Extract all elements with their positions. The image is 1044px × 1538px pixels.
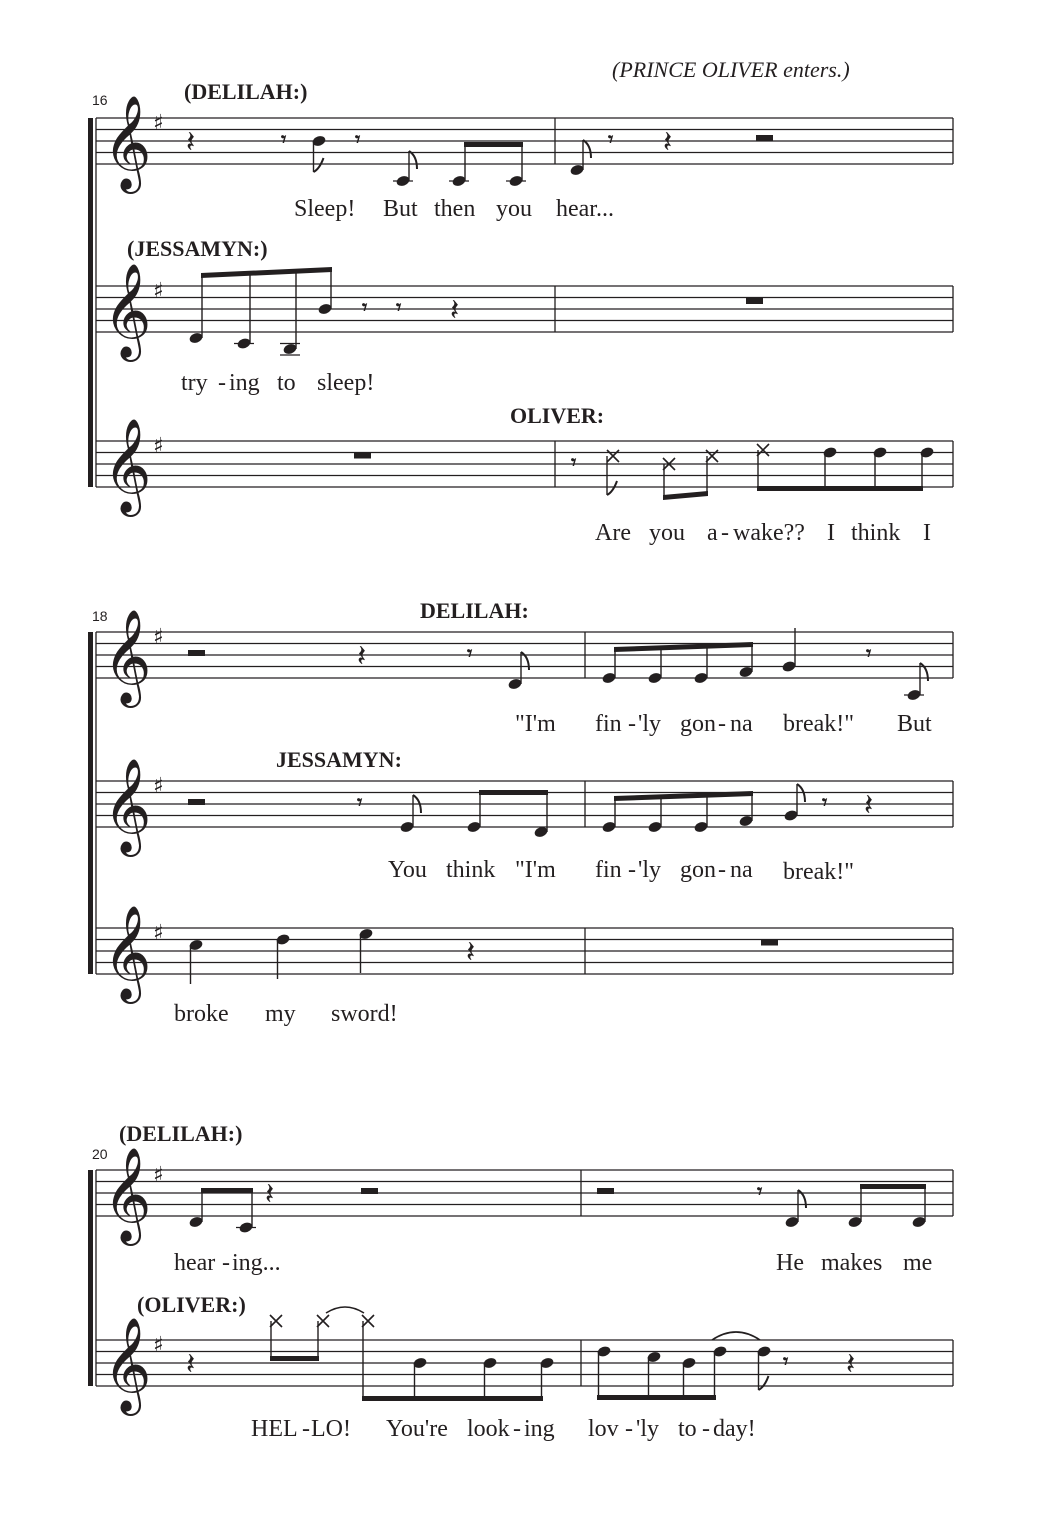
lyric-syllable: lov [588, 1416, 619, 1442]
eighth-rest-icon: 𝄾 [822, 790, 828, 814]
half-rest-icon [597, 1188, 614, 1194]
quarter-rest-icon: 𝄽 [864, 788, 874, 823]
treble-clef-icon: 𝄞 [103, 1317, 152, 1412]
whole-rest-icon [761, 940, 778, 946]
lyric-syllable: But [897, 711, 932, 737]
note-beam [362, 1396, 543, 1401]
lyric-syllable: me [903, 1250, 933, 1276]
lyric-syllable: "I'm [515, 857, 556, 883]
lyric-syllable: break!" [783, 859, 855, 885]
lyric-hyphen: - [513, 1416, 521, 1442]
sharp-icon: ♯ [153, 774, 164, 799]
lyric-syllable: a [707, 520, 718, 546]
note-beam [270, 1356, 319, 1361]
x-notehead-icon [317, 1315, 329, 1327]
lyric-syllable: fin [595, 857, 622, 883]
lyric-hyphen: - [628, 857, 636, 883]
staff-oliver-3 [96, 1292, 953, 1416]
sharp-icon: ♯ [153, 279, 164, 304]
quarter-rest-icon: 𝄽 [466, 935, 476, 970]
lyric-hyphen: - [218, 370, 226, 396]
lyrics-line-5 [388, 857, 854, 885]
lyric-syllable: HEL [251, 1416, 298, 1442]
system-3 [88, 1121, 953, 1442]
lyric-syllable: try [181, 370, 208, 396]
x-notehead-icon [270, 1315, 282, 1327]
lyric-hyphen: - [718, 857, 726, 883]
measure-number: 20 [92, 1146, 108, 1162]
half-rest-icon [188, 799, 205, 805]
system-bracket [88, 632, 93, 974]
sharp-icon: ♯ [153, 1333, 164, 1358]
lyric-syllable: day! [713, 1416, 756, 1442]
lyric-syllable: ing [524, 1416, 555, 1442]
treble-clef-icon: 𝄞 [103, 95, 152, 190]
lyric-syllable: 'ly [636, 1416, 659, 1442]
quarter-rest-icon: 𝄽 [357, 639, 367, 674]
x-notehead-icon [706, 450, 718, 462]
treble-clef-icon: 𝄞 [103, 609, 152, 704]
lyric-hyphen: - [625, 1416, 633, 1442]
lyric-hyphen: - [628, 711, 636, 737]
tie-icon [326, 1307, 364, 1313]
lyric-hyphen: - [702, 1416, 710, 1442]
quarter-rest-icon: 𝄽 [186, 125, 196, 160]
eighth-rest-icon: 𝄾 [571, 450, 577, 474]
half-rest-icon [188, 650, 205, 656]
lyric-syllable: He [776, 1250, 804, 1276]
lyric-syllable: sword! [331, 1001, 398, 1027]
x-notehead-icon [757, 444, 769, 456]
lyric-syllable: 'ly [638, 711, 661, 737]
quarter-rest-icon: 𝄽 [265, 1177, 275, 1212]
note-beam [479, 790, 548, 795]
lyrics-line-1 [294, 196, 614, 222]
eighth-rest-icon: 𝄾 [467, 641, 473, 665]
lyric-syllable: You're [386, 1416, 448, 1442]
note-flag [583, 140, 591, 158]
staff-jessamyn-2 [96, 747, 953, 857]
lyric-syllable: LO! [311, 1416, 351, 1442]
lyric-syllable: I [827, 520, 835, 546]
lyric-syllable: ing... [232, 1250, 281, 1276]
lyric-syllable: you [649, 520, 685, 546]
lyric-syllable: "I'm [515, 711, 556, 737]
lyric-syllable: na [730, 711, 753, 737]
lyric-syllable: sleep! [317, 370, 375, 396]
note-beam [663, 491, 708, 500]
lyric-syllable: makes [821, 1250, 883, 1276]
treble-clef-icon: 𝄞 [103, 263, 152, 358]
lyric-syllable: hear... [556, 196, 614, 222]
quarter-rest-icon: 𝄽 [663, 125, 673, 160]
lyric-hyphen: - [721, 520, 729, 546]
system-1 [88, 79, 953, 546]
lyric-syllable: na [730, 857, 753, 883]
role-label: JESSAMYN: [276, 747, 402, 772]
note-beam [201, 1188, 253, 1193]
whole-rest-icon [354, 453, 371, 459]
lyric-syllable: But [383, 196, 418, 222]
sharp-icon: ♯ [153, 111, 164, 136]
stage-direction: (PRINCE OLIVER enters.) [612, 57, 850, 82]
staff-oliver-2 [96, 905, 953, 1004]
eighth-rest-icon: 𝄾 [357, 790, 363, 814]
note-beam [757, 486, 923, 491]
note-beam [201, 267, 332, 278]
half-rest-icon [361, 1188, 378, 1194]
lyric-syllable: Are [595, 520, 631, 546]
lyric-syllable: gon [680, 711, 716, 737]
eighth-rest-icon: 𝄾 [355, 127, 361, 151]
note-flag [759, 1376, 769, 1390]
quarter-rest-icon: 𝄽 [846, 1347, 856, 1382]
treble-clef-icon: 𝄞 [103, 905, 152, 1000]
system-2 [88, 598, 953, 1027]
lyric-syllable: wake?? [733, 520, 805, 546]
eighth-rest-icon: 𝄾 [757, 1179, 763, 1203]
sharp-icon: ♯ [153, 625, 164, 650]
system-bracket [88, 1170, 93, 1386]
lyrics-line-3 [595, 520, 931, 546]
treble-clef-icon: 𝄞 [103, 1147, 152, 1242]
measure-number: 18 [92, 608, 108, 624]
lyric-syllable: I [923, 520, 931, 546]
tie-icon [712, 1332, 760, 1340]
role-label: DELILAH: [420, 598, 529, 623]
note-flag [409, 151, 417, 169]
quarter-rest-icon: 𝄽 [450, 293, 460, 328]
lyric-syllable: break!" [783, 711, 855, 737]
role-label: (DELILAH:) [184, 79, 308, 104]
lyric-syllable: broke [174, 1001, 229, 1027]
lyric-syllable: my [265, 1001, 296, 1027]
note-flag [607, 481, 617, 495]
eighth-rest-icon: 𝄾 [608, 127, 614, 151]
note-beam [597, 1395, 716, 1400]
note-flag [314, 158, 324, 172]
lyric-hyphen: - [302, 1416, 310, 1442]
note-beam [860, 1184, 926, 1189]
lyric-hyphen: - [222, 1250, 230, 1276]
staff-delilah-2 [96, 598, 953, 708]
lyric-syllable: ing [229, 370, 260, 396]
lyric-syllable: look [467, 1416, 510, 1442]
lyric-syllable: you [496, 196, 532, 222]
staff-delilah-1 [96, 79, 953, 194]
lyric-syllable: think [851, 520, 901, 546]
eighth-rest-icon: 𝄾 [783, 1349, 789, 1373]
measure-number: 16 [92, 92, 108, 108]
lyric-syllable: 'ly [638, 857, 661, 883]
lyric-syllable: think [446, 857, 496, 883]
lyrics-line-8 [251, 1416, 756, 1442]
sharp-icon: ♯ [153, 921, 164, 946]
staff-jessamyn-1 [96, 236, 953, 362]
whole-rest-icon [746, 298, 763, 304]
lyric-syllable: Sleep! [294, 196, 356, 222]
eighth-rest-icon: 𝄾 [281, 127, 287, 151]
lyric-syllable: fin [595, 711, 622, 737]
treble-clef-icon: 𝄞 [103, 758, 152, 853]
treble-clef-icon: 𝄞 [103, 418, 152, 513]
lyric-syllable: gon [680, 857, 716, 883]
eighth-rest-icon: 𝄾 [396, 295, 402, 319]
x-notehead-icon [362, 1315, 374, 1327]
role-label: OLIVER: [510, 403, 605, 428]
note-beam [464, 142, 523, 147]
sharp-icon: ♯ [153, 1163, 164, 1188]
lyric-syllable: You [388, 857, 427, 883]
quarter-rest-icon: 𝄽 [186, 1347, 196, 1382]
lyric-syllable: to [678, 1416, 697, 1442]
role-label: (DELILAH:) [119, 1121, 243, 1146]
x-notehead-icon [607, 450, 619, 462]
staff-oliver-1 [96, 403, 953, 517]
eighth-rest-icon: 𝄾 [866, 641, 872, 665]
lyric-syllable: to [277, 370, 296, 396]
sharp-icon: ♯ [153, 434, 164, 459]
lyrics-line-2 [181, 370, 374, 396]
role-label: (OLIVER:) [137, 1292, 246, 1317]
role-label: (JESSAMYN:) [127, 236, 268, 261]
lyric-hyphen: - [718, 711, 726, 737]
lyric-syllable: hear [174, 1250, 216, 1276]
half-rest-icon [756, 135, 773, 141]
staff-delilah-3 [96, 1121, 953, 1246]
lyric-syllable: then [434, 196, 476, 222]
eighth-rest-icon: 𝄾 [362, 295, 368, 319]
lyrics-line-4 [515, 711, 932, 737]
system-bracket [88, 118, 93, 487]
lyrics-line-7 [174, 1250, 932, 1276]
lyrics-line-6 [174, 1001, 398, 1027]
